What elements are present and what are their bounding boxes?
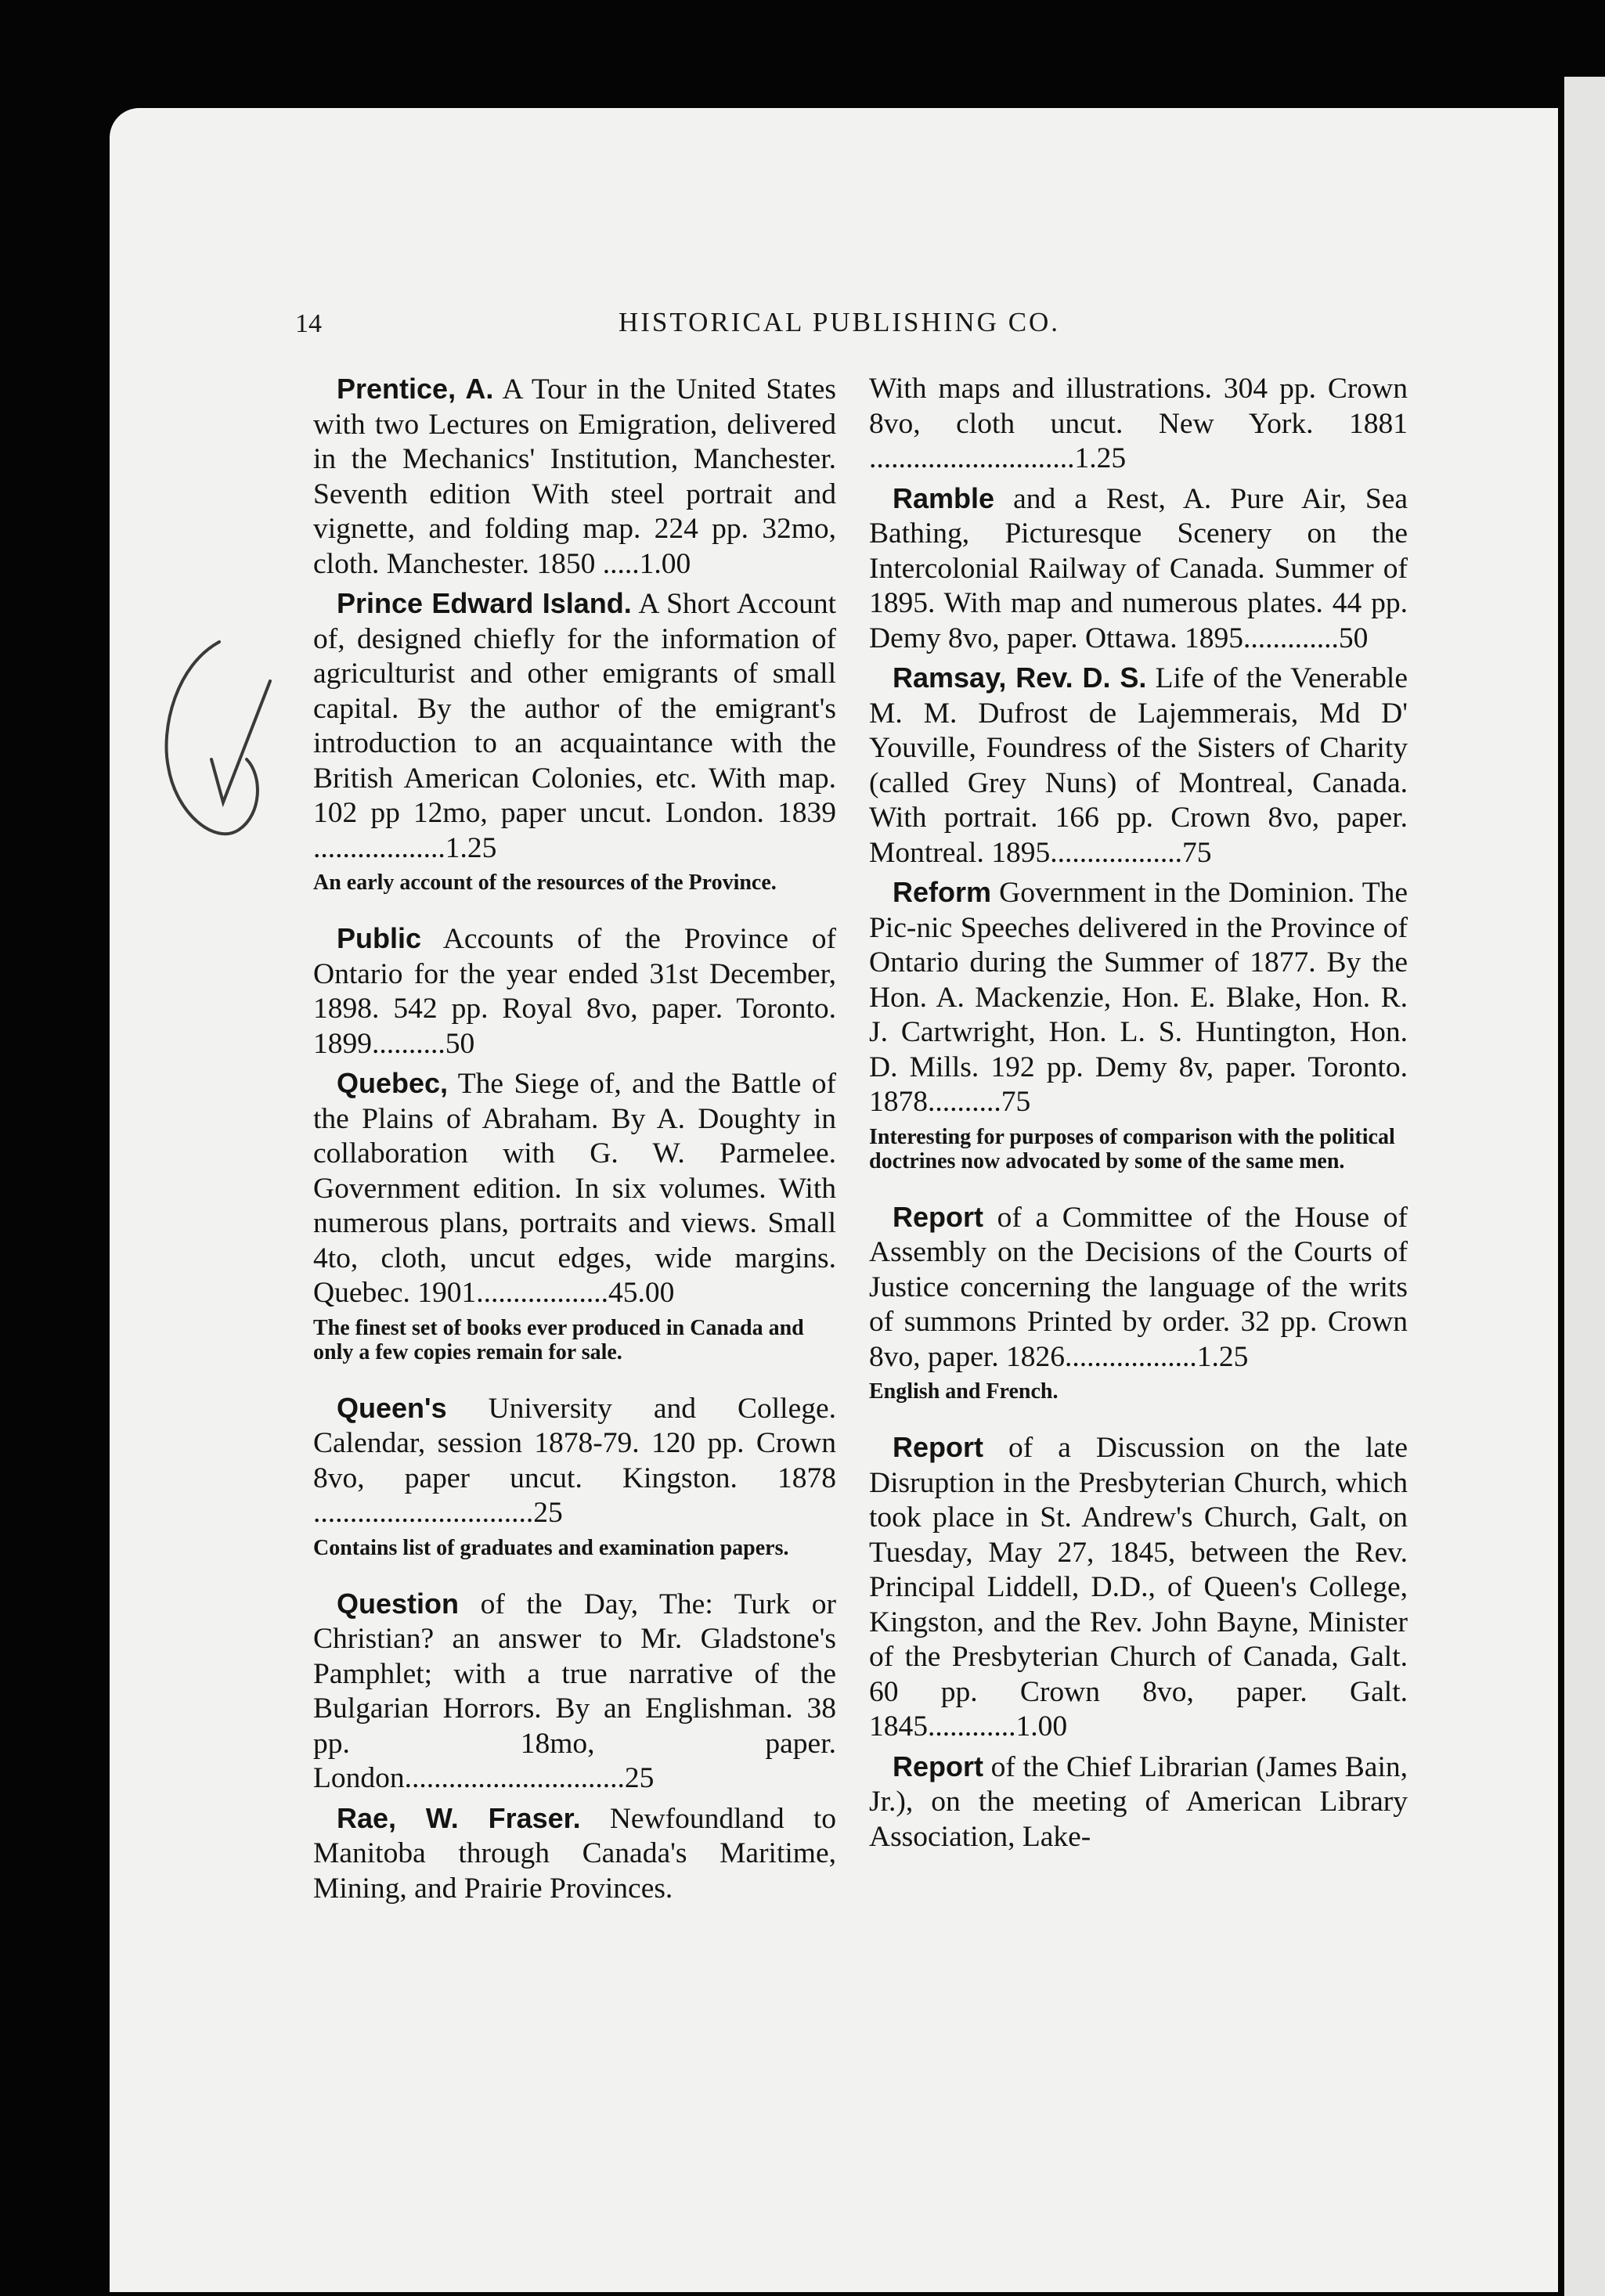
entry-price: 75 <box>1181 836 1212 869</box>
catalog-entry <box>313 586 836 866</box>
entry-heading: Queen's <box>337 1391 447 1424</box>
entry-body: A Tour in the United States with two Lectures on Emigration, delivered in the Mechanics' Institution, Manchester. Seventh edition With steel portrait and vignette, and folding map. 224 pp. 32mo, cloth. Manchester. 1850 ..... <box>313 373 837 580</box>
catalog-entry <box>869 1200 1408 1375</box>
entry-heading: Prentice, A. <box>337 373 494 405</box>
entry-price: 1.25 <box>1074 442 1127 474</box>
right-column <box>869 372 1408 1859</box>
entry-price: 1.25 <box>1196 1340 1249 1373</box>
entry-note: Contains list of graduates and examination papers. <box>313 1535 789 1560</box>
entry-price: 25 <box>624 1762 655 1794</box>
entry-body: of the Day, The: Turk or Christian? an answer to Mr. Gladstone's Pamphlet; with a true narrative of the Bulgarian Horrors. By an Englishman. 38 pp. 18mo, paper. London.............................. <box>313 1588 836 1794</box>
entry-body: of the Chief Librarian (James Bain, Jr.), on the meeting of American Library Association, Lake- <box>869 1750 1408 1853</box>
entry-body: of a Committee of the House of Assembly on the Decisions of the Courts of Justice concerning the language of the writs of summons Printed by order. 32 pp. Crown 8vo, paper. 1826.................. <box>869 1201 1408 1373</box>
pencil-mark-icon <box>145 634 290 861</box>
catalog-entry <box>869 481 1408 657</box>
entry-body: Newfoundland to Manitoba through Canada's Maritime, Mining, and Prairie Provinces. <box>313 1802 836 1905</box>
entry-note: The finest set of books ever produced in Canada and only a few copies remain for sale. <box>313 1315 804 1364</box>
entry-price: 1.25 <box>445 831 497 864</box>
entry-heading: Ramble <box>893 481 995 514</box>
catalog-entry <box>313 372 836 582</box>
entry-heading: Ramsay, Rev. D. S. <box>893 661 1147 694</box>
entry-body: of a Discussion on the late Disruption in the Presbyterian Church, which took place in St. Andrew's Church, Galt, on Tuesday, May 27, 1845, between the Rev. Principal Liddell, D.D., of Queen's College, Kingston, and the Rev. John Bayne, Minister of the Presbyterian Church of Canada, Galt. 60 pp. Crown 8vo, paper. Galt. 1845............ <box>869 1432 1408 1743</box>
entry-body: With maps and illustrations. 304 pp. Crown 8vo, cloth uncut. New York. 1881 ............................ <box>869 373 1408 474</box>
entry-body: and a Rest, A. Pure Air, Sea Bathing, Picturesque Scenery on the Intercolonial Railway of Canada. Summer of 1895. With map and numerous plates. 44 pp. Demy 8vo, paper. Ottawa. 1895............. <box>869 482 1408 654</box>
catalog-entry <box>313 1391 836 1531</box>
entry-heading: Report <box>893 1750 983 1782</box>
catalog-entry <box>869 661 1408 870</box>
entry-heading: Rae, W. Fraser. <box>337 1801 581 1834</box>
entry-note: English and French. <box>869 1379 1059 1404</box>
facing-page-edge <box>1564 77 1605 2296</box>
catalog-entry <box>869 1750 1408 1855</box>
catalog-entry <box>313 1587 836 1797</box>
running-head: HISTORICAL PUBLISHING CO. <box>619 307 1061 337</box>
entry-price: 1.00 <box>639 547 691 580</box>
catalog-entry <box>313 921 836 1061</box>
entry-body: Government in the Dominion. The Pic-nic Speeches delivered in the Province of Ontario during the Summer of 1877. By the Hon. A. Mackenzie, Hon. E. Blake, Hon. R. J. Cartwright, Hon. L. S. Huntington, Hon. D. Mills. 192 pp. Demy 8v, paper. Toronto. 1878.......... <box>869 877 1408 1118</box>
catalog-entry <box>869 1430 1408 1745</box>
entry-price: 50 <box>445 1027 475 1060</box>
entry-price: 45.00 <box>608 1277 675 1309</box>
entry-note: Interesting for purposes of comparison with the political doctrines now advocated by some of the same men. <box>869 1124 1395 1173</box>
catalog-entry <box>313 1066 836 1311</box>
entry-heading: Reform <box>893 876 992 908</box>
entry-price: 75 <box>1001 1086 1031 1118</box>
entry-price: 50 <box>1338 622 1369 654</box>
entry-price: 1.00 <box>1015 1710 1068 1743</box>
entry-price: 25 <box>533 1497 563 1529</box>
entry-body: University and College. Calendar, session 1878-79. 120 pp. Crown 8vo, paper uncut. Kingston. 1878 .............................. <box>313 1392 836 1529</box>
page-number: 14 <box>295 309 322 338</box>
catalog-entry <box>869 875 1408 1120</box>
entry-body: A Short Account of, designed chiefly for the information of agriculturist and other emigrants of small capital. By the author of the emigrant's introduction to an acquaintance with the British American Colonies, etc. With map. 102 pp 12mo, paper uncut. London. 1839 .................. <box>313 588 836 864</box>
catalog-entry <box>313 1801 836 1907</box>
entry-heading: Report <box>893 1200 983 1233</box>
entry-body: Accounts of the Province of Ontario for the year ended 31st December, 1898. 542 pp. Royal 8vo, paper. Toronto. 1899.......... <box>313 923 836 1060</box>
entry-heading: Public <box>337 922 422 954</box>
entry-body: The Siege of, and the Battle of the Plains of Abraham. By A. Doughty in collaboration with G. W. Parmelee. Government edition. In six volumes. With numerous plans, portraits and views. Small 4to, cloth, uncut edges, wide margins. Quebec. 1901.................. <box>313 1068 836 1309</box>
entry-heading: Report <box>893 1431 983 1463</box>
entry-note: An early account of the resources of the Province. <box>313 870 777 895</box>
entry-heading: Prince Edward Island. <box>337 587 632 619</box>
entry-heading: Question <box>337 1587 460 1620</box>
catalog-entry <box>869 372 1408 477</box>
entry-body: Life of the Venerable M. M. Dufrost de Lajemmerais, Md D' Youville, Foundress of the Sisters of Charity (called Grey Nuns) of Montreal, Canada. With portrait. 166 pp. Crown 8vo, paper. Montreal. 1895.................. <box>869 662 1408 869</box>
left-column <box>313 372 836 1911</box>
entry-heading: Quebec, <box>337 1067 449 1099</box>
